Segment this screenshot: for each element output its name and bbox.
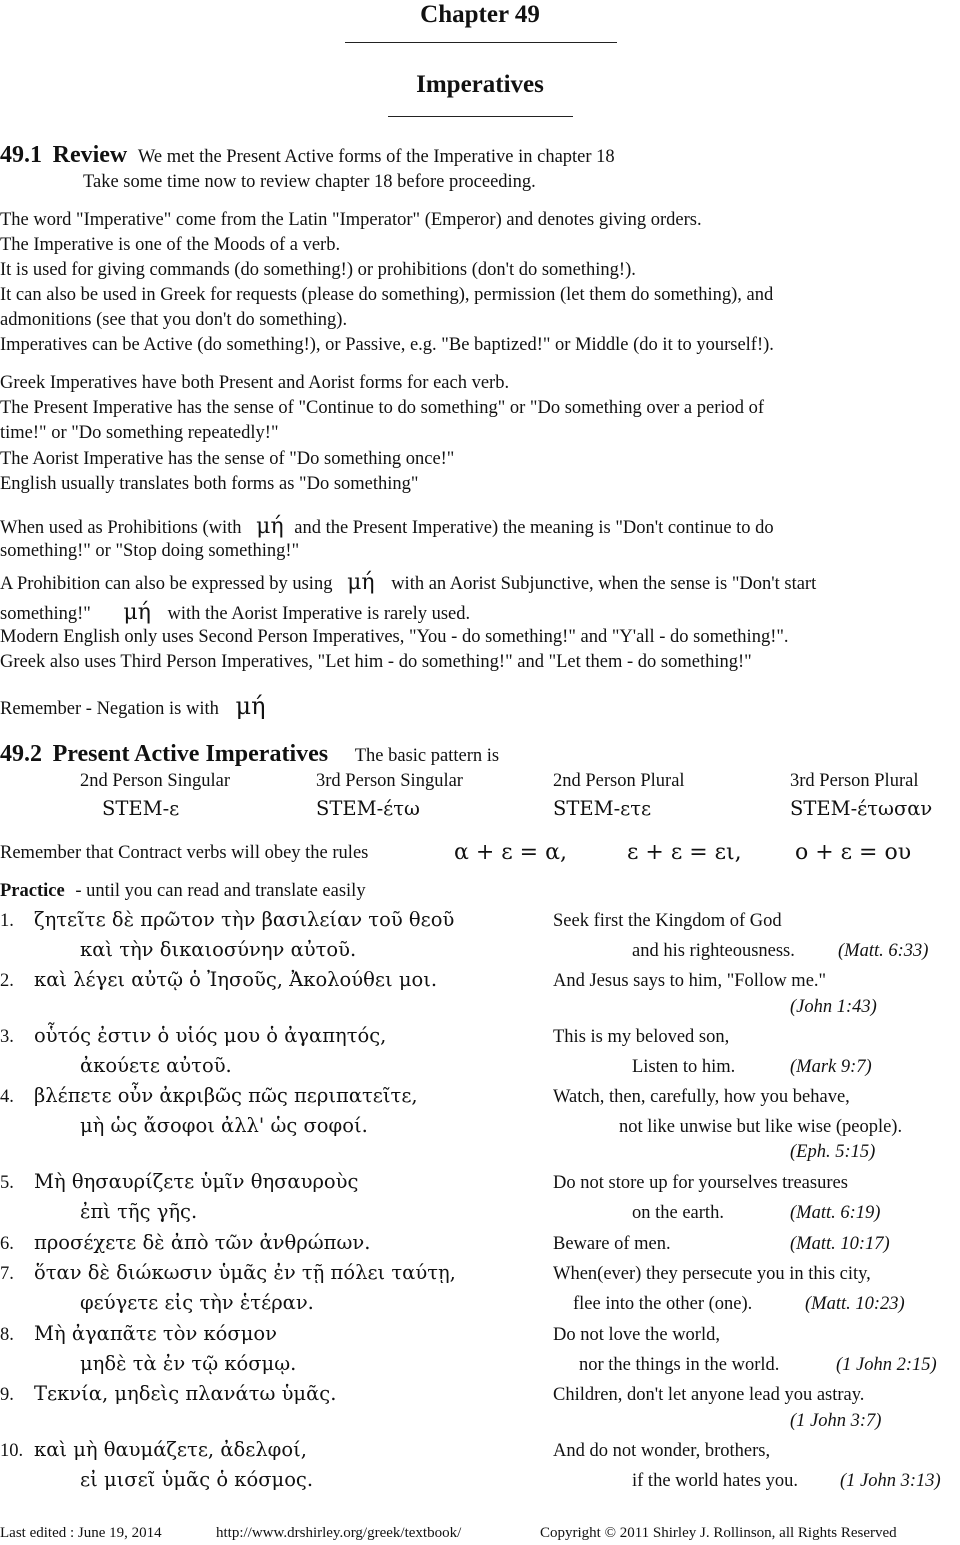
prohibition-line — [0, 516, 774, 538]
translation: not like unwise but like wise (people). — [619, 1117, 903, 1137]
greek-sentence: ζητεῖτε δὲ πρῶτον τὴν βασιλείαν τοῦ θεοῦ — [34, 908, 455, 931]
scripture-ref: (1 John 3:7) — [790, 1411, 882, 1431]
contract-rules-text: Remember that Contract verbs will obey the rules — [0, 843, 369, 863]
scripture-ref: (John 1:43) — [790, 997, 877, 1017]
practice-number: 8. — [0, 1325, 14, 1345]
review-text: Take some time now to review chapter 18 before proceeding. — [83, 172, 536, 192]
translation: Watch, then, carefully, how you behave, — [553, 1087, 850, 1107]
text: with the Aorist Imperative is rarely used. — [167, 604, 471, 624]
practice-heading — [0, 882, 366, 901]
greek-sentence: Τεκνία, μηδεὶς πλανάτω ὑμᾶς. — [34, 1382, 337, 1405]
practice-number: 7. — [0, 1264, 14, 1284]
practice-number: 3. — [0, 1027, 14, 1047]
scripture-ref: (1 John 2:15) — [836, 1355, 937, 1375]
divider — [345, 42, 617, 43]
greek-sentence: ἐπὶ τῆς γῆς. — [80, 1200, 198, 1223]
text: Remember - Negation is with — [0, 699, 219, 719]
prohibition-line: something!" or "Stop doing something!" — [0, 541, 300, 561]
chapter-label: Chapter 49 — [420, 1, 540, 28]
review-heading — [0, 143, 615, 167]
negation-line — [0, 694, 265, 719]
greek-sentence: μὴ ὡς ἄσοφοι ἀλλ' ὡς σοφοί. — [80, 1114, 368, 1137]
column-label: 3rd Person Singular — [316, 771, 463, 791]
body-line: Greek Imperatives have both Present and Aorist forms for each verb. — [0, 373, 510, 393]
practice-number: 10. — [0, 1441, 24, 1461]
pattern-intro: The basic pattern is — [354, 746, 500, 766]
body-line: The Imperative is one of the Moods of a verb. — [0, 235, 341, 255]
column-label: 2nd Person Plural — [553, 771, 685, 791]
greek-sentence: καὶ μὴ θαυμάζετε, ἀδελφοί, — [34, 1438, 307, 1461]
greek-sentence: ὅταν δὲ διώκωσιν ὑμᾶς ἐν τῇ πόλει ταύτῃ, — [34, 1261, 456, 1284]
footer-url[interactable]: http://www.drshirley.org/greek/textbook/ — [216, 1525, 462, 1541]
greek-sentence: μηδὲ τὰ ἐν τῷ κόσμῳ. — [80, 1352, 297, 1375]
footer-edited: Last edited : June 19, 2014 — [0, 1525, 162, 1541]
practice-title: Practice — [0, 881, 65, 901]
translation: on the earth. — [632, 1203, 724, 1223]
translation: Do not store up for yourselves treasures — [553, 1173, 848, 1193]
greek-word: μή — [123, 600, 151, 625]
greek-sentence: καὶ λέγει αὐτῷ ὁ Ἰησοῦς, Ἀκολούθει μοι. — [34, 968, 438, 991]
greek-sentence: προσέχετε δὲ ἀπὸ τῶν ἀνθρώπων. — [34, 1231, 371, 1254]
column-label: 2nd Person Singular — [80, 771, 231, 791]
scripture-ref: (Matt. 10:17) — [790, 1234, 890, 1254]
translation: flee into the other (one). — [573, 1294, 753, 1314]
greek-sentence: οὗτός ἐστιν ὁ υἱός μου ὁ ἀγαπητός, — [34, 1024, 387, 1047]
greek-word: μή — [235, 692, 266, 720]
translation: and his righteousness. — [632, 941, 795, 961]
present-active-heading — [0, 742, 499, 766]
translation: And do not wonder, brothers, — [553, 1441, 771, 1461]
body-line: The Present Imperative has the sense of "Continue to do something" or "Do something over a period of — [0, 398, 765, 418]
prohibition-line: Greek also uses Third Person Imperatives, "Let him - do something!" and "Let them - do something!" — [0, 652, 752, 672]
scripture-ref: (Mark 9:7) — [790, 1057, 872, 1077]
footer-copyright: Copyright © 2011 Shirley J. Rollinson, all Rights Reserved — [540, 1525, 897, 1541]
ending-form: STEM-έτω — [316, 797, 420, 820]
translation: Beware of men. — [553, 1234, 671, 1254]
contract-rule: α + ε = α, — [454, 840, 567, 865]
practice-subtitle: - until you can read and translate easily — [75, 881, 366, 901]
practice-number: 9. — [0, 1385, 14, 1405]
translation: When(ever) they persecute you in this city, — [553, 1264, 871, 1284]
text: with an Aorist Subjunctive, when the sense is "Don't start — [391, 574, 817, 594]
greek-sentence: ἀκούετε αὐτοῦ. — [80, 1054, 232, 1077]
ending-form: STEM-ε — [102, 797, 180, 820]
text: something!" — [0, 604, 91, 624]
greek-sentence: βλέπετε οὖν ἀκριβῶς πῶς περιπατεῖτε, — [34, 1084, 418, 1107]
greek-sentence: Μὴ ἀγαπᾶτε τὸν κόσμον — [34, 1322, 277, 1345]
body-line: The word "Imperative" come from the Latin "Imperator" (Emperor) and denotes giving orders. — [0, 210, 702, 230]
body-line: It is used for giving commands (do something!) or prohibitions (don't do something!). — [0, 260, 636, 280]
ending-form: STEM-ετε — [553, 797, 652, 820]
text: When used as Prohibitions (with — [0, 518, 242, 538]
translation: Children, don't let anyone lead you astray. — [553, 1385, 865, 1405]
section-title: Review — [52, 142, 128, 168]
body-line: time!" or "Do something repeatedly!" — [0, 423, 279, 443]
page-title: Imperatives — [416, 71, 544, 98]
practice-number: 4. — [0, 1087, 14, 1107]
body-line: English usually translates both forms as "Do something" — [0, 474, 419, 494]
ending-form: STEM-έτωσαν — [790, 797, 933, 820]
review-text: We met the Present Active forms of the Imperative in chapter 18 — [137, 147, 615, 167]
translation: This is my beloved son, — [553, 1027, 730, 1047]
practice-number: 5. — [0, 1173, 14, 1193]
body-line: admonitions (see that you don't do something). — [0, 310, 348, 330]
translation: And Jesus says to him, "Follow me." — [553, 971, 827, 991]
scripture-ref: (Matt. 6:19) — [790, 1203, 881, 1223]
prohibition-line — [0, 602, 470, 624]
body-line: It can also be used in Greek for requests (please do something), permission (let them do something), and — [0, 285, 774, 305]
section-number: 49.2 — [0, 741, 42, 767]
body-line: Imperatives can be Active (do something!), or Passive, e.g. "Be baptized!" or Middle (do it to yourself!). — [0, 335, 774, 355]
practice-number: 6. — [0, 1234, 14, 1254]
translation: Seek first the Kingdom of God — [553, 911, 782, 931]
translation: if the world hates you. — [632, 1471, 798, 1491]
translation: Listen to him. — [632, 1057, 736, 1077]
scripture-ref: (Matt. 10:23) — [805, 1294, 905, 1314]
prohibition-line: Modern English only uses Second Person Imperatives, "You - do something!" and "Y'all - do something!". — [0, 627, 789, 647]
practice-number: 2. — [0, 971, 14, 991]
greek-sentence: Μὴ θησαυρίζετε ὑμῖν θησαυροὺς — [34, 1170, 359, 1193]
section-number: 49.1 — [0, 142, 42, 168]
scripture-ref: (1 John 3:13) — [840, 1471, 941, 1491]
greek-word: μή — [347, 570, 375, 595]
translation: nor the things in the world. — [579, 1355, 780, 1375]
contract-rule: ε + ε = ει, — [627, 840, 742, 865]
text: and the Present Imperative) the meaning is "Don't continue to do — [294, 518, 774, 538]
section-title: Present Active Imperatives — [52, 741, 329, 767]
contract-rule: ο + ε = ου — [795, 840, 912, 865]
column-label: 3rd Person Plural — [790, 771, 919, 791]
greek-sentence: καὶ τὴν δικαιοσύνην αὐτοῦ. — [80, 938, 357, 961]
body-line: The Aorist Imperative has the sense of "Do something once!" — [0, 449, 455, 469]
greek-sentence: εἰ μισεῖ ὑμᾶς ὁ κόσμος. — [80, 1468, 314, 1491]
greek-word: μή — [256, 514, 284, 539]
practice-number: 1. — [0, 911, 14, 931]
translation: Do not love the world, — [553, 1325, 720, 1345]
scripture-ref: (Eph. 5:15) — [790, 1142, 876, 1162]
prohibition-line — [0, 572, 816, 594]
divider — [388, 116, 573, 117]
scripture-ref: (Matt. 6:33) — [838, 941, 929, 961]
text: A Prohibition can also be expressed by using — [0, 574, 333, 594]
greek-sentence: φεύγετε εἰς τὴν ἑτέραν. — [80, 1291, 314, 1314]
